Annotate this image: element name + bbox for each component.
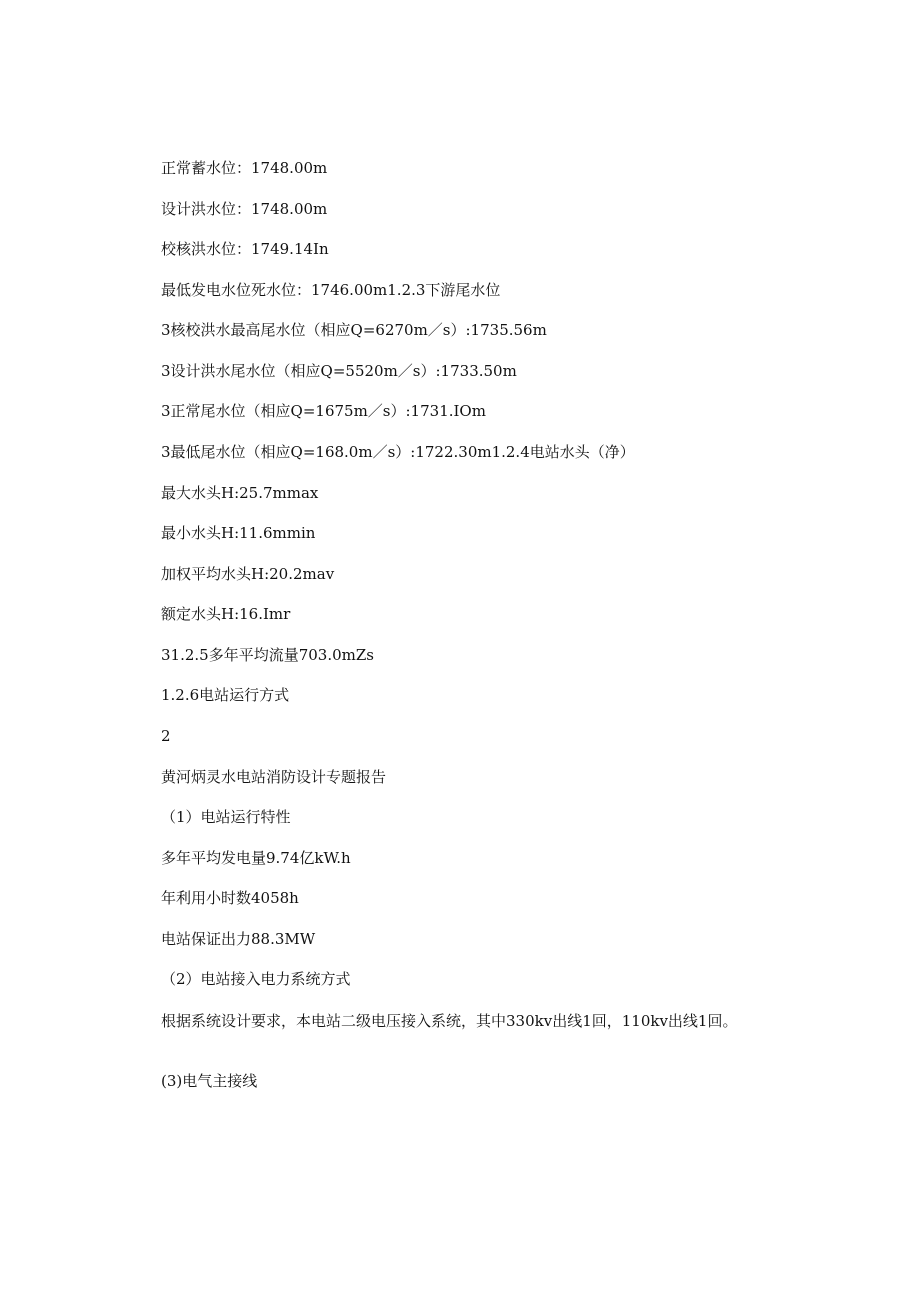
subheading-grid-connection: （2）电站接入电力系统方式 <box>161 970 351 988</box>
report-title: 黄河炳灵水电站消防设计专题报告 <box>161 768 387 786</box>
max-head: 最大水头H:25.7mmax <box>161 484 319 502</box>
section-heading-operation-mode: 1.2.6电站运行方式 <box>161 686 290 704</box>
min-head: 最小水头H:11.6mmin <box>161 524 316 542</box>
min-generation-level: 最低发电水位死水位：1746.00m1.2.3下游尾水位 <box>161 281 501 299</box>
subheading-operation-characteristics: （1）电站运行特性 <box>161 808 291 826</box>
rated-head: 额定水头H:16.Imr <box>161 605 291 623</box>
design-flood-tailwater: 3设计洪水尾水位（相应Q=5520m／s）:1733.50m <box>161 362 517 380</box>
normal-tailwater: 3正常尾水位（相应Q=1675m／s）:1731.IOm <box>161 402 486 420</box>
min-tailwater: 3最低尾水位（相应Q=168.0m／s）:1722.30m1.2.4电站水头（净） <box>161 443 635 461</box>
annual-utilization-hours: 年利用小时数4058h <box>161 889 299 907</box>
check-flood-tailwater: 3核校洪水最高尾水位（相应Q=6270m／s）:1735.56m <box>161 321 547 339</box>
design-flood-level: 设计洪水位：1748.00m <box>161 200 328 218</box>
avg-annual-generation: 多年平均发电量9.74亿kW.h <box>161 849 351 867</box>
check-flood-level: 校核洪水位：1749.14In <box>161 240 329 258</box>
guaranteed-output: 电站保证出力88.3MW <box>161 930 316 948</box>
page-number: 2 <box>161 727 171 745</box>
normal-storage-level: 正常蓄水位：1748.00m <box>161 159 328 177</box>
subheading-main-wiring: (3)电气主接线 <box>161 1072 258 1090</box>
weighted-avg-head: 加权平均水头H:20.2mav <box>161 565 335 583</box>
avg-annual-flow: 31.2.5多年平均流量703.0mZs <box>161 646 374 664</box>
grid-connection-paragraph: 根据系统设计要求，本电站二级电压接入系统，其中330kv出线1回，110kv出线1回。 <box>161 1012 738 1030</box>
